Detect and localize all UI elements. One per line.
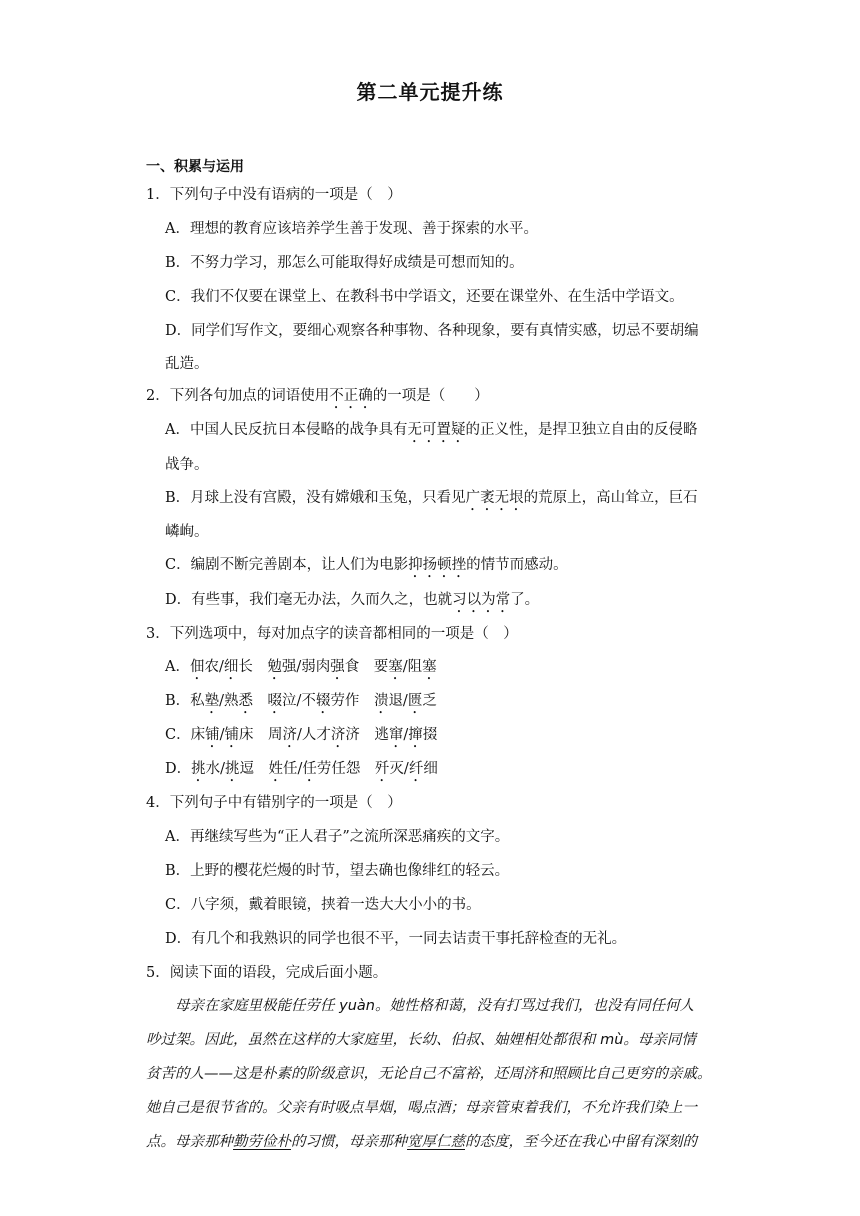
q3-b-dot: 塾 xyxy=(204,693,220,709)
question-4-stem: 4．下列句子中有错别字的一项是（ ） xyxy=(146,795,402,811)
q3-d-seg: 逗 xyxy=(239,761,269,777)
question-2-option-d xyxy=(165,590,539,616)
q3-d-dot: 挑 xyxy=(225,761,240,777)
question-1-option-b: B．不努力学习，那怎么可能取得好成绩是可想而知的。 xyxy=(165,255,524,271)
question-4-option-d: D．有几个和我熟识的同学也很不平，一同去诘责干事托辞检查的无礼。 xyxy=(165,931,627,947)
q3-b-seg: B．私 xyxy=(165,693,205,709)
q3-d-dot: 挑 xyxy=(191,761,206,777)
q2-a-dotted: 无可置疑 xyxy=(407,422,466,438)
q2-d-pre: D．有些事，我们毫无办法，久而久之，也就 xyxy=(165,592,453,608)
page-title: 第二单元提升练 xyxy=(356,80,504,104)
q2-stem-pre: 2．下列各句加点的词语使用 xyxy=(146,388,330,404)
q2-c-dotted: 抑扬顿挫 xyxy=(408,557,467,573)
question-2-option-c xyxy=(165,555,568,581)
q3-a-seg: /阻 xyxy=(402,659,423,675)
q3-b-seg: 泣/不 xyxy=(282,693,316,709)
question-5-stem: 5．阅读下面的语段，完成后面小题。 xyxy=(146,965,388,981)
passage-5-mid: 的习惯，母亲那种 xyxy=(291,1134,407,1150)
question-1-option-d: D．同学们写作文，要细心观察各种事物、各种现象，要有真情实感，切忌不要胡编 xyxy=(165,323,699,339)
q3-a-dot: 强 xyxy=(330,659,345,675)
q2-stem-post: 的一项是（ ） xyxy=(372,388,489,404)
question-2-option-a-cont: 战争。 xyxy=(165,457,209,473)
passage-line-5 xyxy=(146,1132,716,1152)
question-4-option-b: B．上野的樱花烂熳的时节，望去确也像绯红的轻云。 xyxy=(165,863,510,879)
question-3-option-c xyxy=(165,725,437,751)
q3-b-seg: /熟 xyxy=(219,693,239,709)
q3-a-dot: 细 xyxy=(223,659,239,675)
q3-b-seg: 劳作 xyxy=(330,693,374,709)
q2-c-post: 的情节而感动。 xyxy=(466,557,568,573)
question-1-option-a: A．理想的教育应该培养学生善于发现、善于探索的水平。 xyxy=(165,221,538,237)
q3-a-dot: 塞 xyxy=(388,659,403,675)
passage-underlined-1: 勤劳俭朴 xyxy=(233,1134,291,1150)
q3-a-seg: 强/弱肉 xyxy=(281,659,331,675)
q3-a-dot: 佃 xyxy=(189,659,205,675)
q3-c-seg: C．床 xyxy=(165,727,206,743)
passage-line-2: 吵过架。因此，虽然在这样的大家庭里，长幼、伯叔、妯娌相处都很和 mù。母亲同情 xyxy=(146,1032,696,1048)
question-3-option-d xyxy=(165,759,438,785)
q3-d-seg: 水/ xyxy=(205,761,226,777)
passage-5-post: 的态度，至今还在我心中留有深刻的 xyxy=(465,1134,697,1150)
question-3-option-b xyxy=(165,691,437,717)
q3-d-seg: D． xyxy=(165,761,192,777)
passage-line-4: 她自己是很节省的。父亲有时吸点旱烟，喝点酒；母亲管束着我们，不允许我们染上一 xyxy=(146,1100,697,1116)
q3-c-dot: 铺 xyxy=(205,727,220,743)
q3-c-seg: / xyxy=(219,727,225,743)
q3-c-seg: 济 逃 xyxy=(345,727,389,743)
question-3-option-a xyxy=(165,657,437,683)
q3-a-seg: 长 xyxy=(238,659,268,675)
passage-line-3: 贫苦的人——这是朴素的阶级意识，无论自己不富裕，还周济和照顾比自己更穷的亲戚。 xyxy=(146,1066,712,1082)
q2-d-post: 了。 xyxy=(510,592,540,608)
passage-line-1: 母亲在家庭里极能任劳任 yuàn。她性格和蔼，没有打骂过我们，也没有同任何人 xyxy=(146,998,694,1014)
q3-a-seg: A． xyxy=(165,659,190,675)
q3-c-dot: 撺 xyxy=(408,727,423,743)
q3-a-seg: 食 要 xyxy=(344,659,389,675)
q3-c-dot: 济 xyxy=(330,727,346,743)
q3-a-seg: 农/ xyxy=(204,659,224,675)
q2-d-dotted: 习以为常 xyxy=(452,592,511,608)
q3-d-dot: 歼 xyxy=(374,761,390,777)
question-3-stem: 3．下列选项中，每对加点字的读音都相同的一项是（ ） xyxy=(146,626,518,642)
q3-a-dot: 勉 xyxy=(267,659,282,675)
question-2-option-b xyxy=(165,488,698,514)
q3-b-dot: 匮 xyxy=(407,693,423,709)
question-2-stem xyxy=(146,386,489,412)
q3-d-seg: 任/ xyxy=(283,761,303,777)
q3-a-dot: 塞 xyxy=(422,659,437,675)
q2-a-post: 的正义性，是捍卫独立自由的反侵略 xyxy=(465,422,698,438)
q2-stem-dotted: 不正确 xyxy=(329,388,373,404)
question-2-option-a xyxy=(165,420,697,446)
q3-b-dot: 溃 xyxy=(373,693,389,709)
q3-c-seg: 床 周 xyxy=(239,727,283,743)
q3-d-dot: 纤 xyxy=(408,761,424,777)
q3-c-seg: 掇 xyxy=(422,727,438,743)
q2-b-post: 的荒原上，高山耸立，巨石 xyxy=(523,490,698,506)
q3-d-seg: 劳任怨 xyxy=(316,761,375,777)
q2-b-pre: B．月球上没有宫殿，没有嫦娥和玉兔，只看见 xyxy=(165,490,466,506)
question-1-option-c: C．我们不仅要在课堂上、在教科书中学语文，还要在课堂外、在生活中学语文。 xyxy=(165,289,684,305)
q3-d-dot: 任 xyxy=(302,761,317,777)
q3-d-dot: 姓 xyxy=(268,761,284,777)
question-4-option-a: A．再继续写些为“正人君子”之流所深恶痛疾的文字。 xyxy=(165,829,510,845)
q3-b-dot: 啜 xyxy=(267,693,283,709)
q2-a-pre: A．中国人民反抗日本侵略的战争具有 xyxy=(165,422,408,438)
q3-c-dot: 铺 xyxy=(224,727,239,743)
q3-b-seg xyxy=(253,693,268,709)
question-1-option-d-cont: 乱造。 xyxy=(165,356,209,372)
q3-d-seg: 灭/ xyxy=(389,761,409,777)
q2-c-pre: C．编剧不断完善剧本，让人们为电影 xyxy=(165,557,409,573)
question-2-option-b-cont: 嶙峋。 xyxy=(165,524,209,540)
q3-b-dot: 辍 xyxy=(315,693,331,709)
question-1-stem: 1．下列句子中没有语病的一项是（ ） xyxy=(146,187,402,203)
q3-b-seg: 乏 xyxy=(422,693,437,709)
q3-d-seg: 细 xyxy=(423,761,438,777)
question-4-option-c: C．八字须，戴着眼镜，挟着一迭大大小小的书。 xyxy=(165,897,481,913)
q3-c-seg: / xyxy=(403,727,409,743)
q3-c-dot: 窜 xyxy=(388,727,404,743)
q3-b-seg: 退/ xyxy=(388,693,408,709)
q2-b-dotted: 广袤无垠 xyxy=(465,490,524,506)
section-heading: 一、积累与运用 xyxy=(146,159,244,175)
q3-c-seg: /人才 xyxy=(297,727,331,743)
passage-underlined-2: 宽厚仁慈 xyxy=(407,1134,465,1150)
passage-5-pre: 点。母亲那种 xyxy=(146,1134,233,1150)
q3-b-dot: 悉 xyxy=(238,693,254,709)
q3-c-dot: 济 xyxy=(282,727,297,743)
